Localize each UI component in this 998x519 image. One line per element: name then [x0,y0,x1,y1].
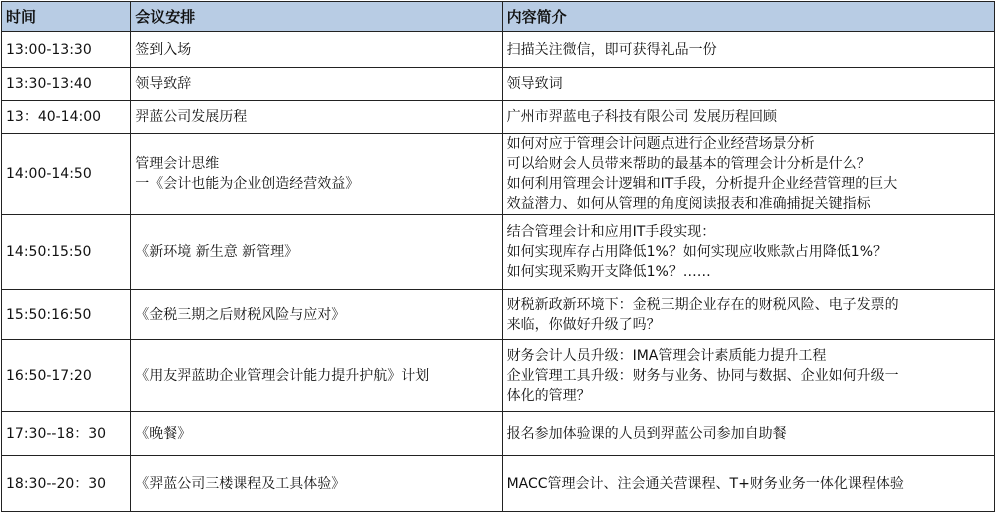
agenda-cell [131,68,502,101]
content-line: 体化的管理？ [506,387,591,404]
content-line: 效益潜力、如何从管理的角度阅读报表和准确捕捉关键指标 [506,196,871,212]
agenda-line: 《晚餐》 [135,425,192,442]
content-line: 财税新政新环境下：金税三期企业存在的财税风险、电子发票的 [506,296,899,313]
time-cell: 14:50:15:50 [2,215,131,290]
content-line: 领导致词 [506,76,563,92]
table-row [2,32,995,68]
content-line: 如何实现库存占用降低1%？如何实现应收账款占用降低1%？ [506,244,888,260]
agenda-cell [131,134,502,215]
table-row [2,215,995,290]
schedule-table [1,1,995,512]
agenda-line: 管理会计思维 [135,156,220,172]
content-cell [502,340,994,412]
table-row [2,412,995,456]
agenda-cell [131,101,502,134]
agenda-cell [131,290,502,340]
agenda-line: 《用友羿蓝助企业管理会计能力提升护航》计划 [135,367,430,384]
table-row [2,134,995,215]
content-cell [502,68,994,101]
header-time: 时间 [2,2,131,32]
content-cell [502,32,994,68]
content-cell [502,134,994,215]
content-line: 企业管理工具升级：财务与业务、协同与数据、企业如何升级一 [506,367,899,384]
content-line: 如何对应于管理会计问题点进行企业经营场景分析 [506,136,815,152]
agenda-cell [131,215,502,290]
content-line: 可以给财会人员带来帮助的最基本的管理会计分析是什么？ [506,156,871,172]
content-cell [502,290,994,340]
table-row [2,101,995,134]
time-cell: 15:50:16:50 [2,290,131,340]
agenda-line: 《羿蓝公司三楼课程及工具体验》 [135,475,346,492]
table-row [2,290,995,340]
agenda-line: 羿蓝公司发展历程 [135,109,248,125]
time-cell: 14:00-14:50 [2,134,131,215]
agenda-cell [131,32,502,68]
content-line: 扫描关注微信，即可获得礼品一份 [506,41,717,58]
header-row [2,2,995,32]
agenda-line: 一《会计也能为企业创造经营效益》 [135,176,360,192]
time-cell: 13:00-13:30 [2,32,131,68]
content-line: 结合管理会计和应用IT手段实现： [506,224,716,240]
time-cell: 17:30--18：30 [2,412,131,456]
agenda-cell [131,340,502,412]
content-line: 报名参加体验课的人员到羿蓝公司参加自助餐 [506,425,787,442]
header-agenda: 会议安排 [131,2,502,32]
agenda-cell [131,456,502,512]
content-line: MACC管理会计、注会通关营课程、T+财务业务一体化课程体验 [506,475,904,492]
content-line: 如何实现采购开支降低1%？…… [506,264,711,280]
table-row [2,456,995,512]
agenda-line: 《金税三期之后财税风险与应对》 [135,306,346,323]
agenda-line: 签到入场 [135,41,192,58]
agenda-line: 《新环境 新生意 新管理》 [135,244,299,260]
table-row [2,340,995,412]
content-cell [502,412,994,456]
agenda-cell [131,412,502,456]
content-cell [502,101,994,134]
time-cell: 13：40-14:00 [2,101,131,134]
time-cell: 18:30--20：30 [2,456,131,512]
time-cell: 16:50-17:20 [2,340,131,412]
content-cell [502,215,994,290]
time-cell: 13:30-13:40 [2,68,131,101]
agenda-line: 领导致辞 [135,76,192,92]
content-line: 来临，你做好升级了吗？ [506,316,661,333]
header-content: 内容简介 [502,2,994,32]
table-row [2,68,995,101]
content-line: 广州市羿蓝电子科技有限公司 发展历程回顾 [506,109,778,125]
content-line: 财务会计人员升级：IMA管理会计素质能力提升工程 [506,347,827,364]
content-line: 如何利用管理会计逻辑和IT手段，分析提升企业经营管理的巨大 [506,176,898,192]
content-cell [502,456,994,512]
